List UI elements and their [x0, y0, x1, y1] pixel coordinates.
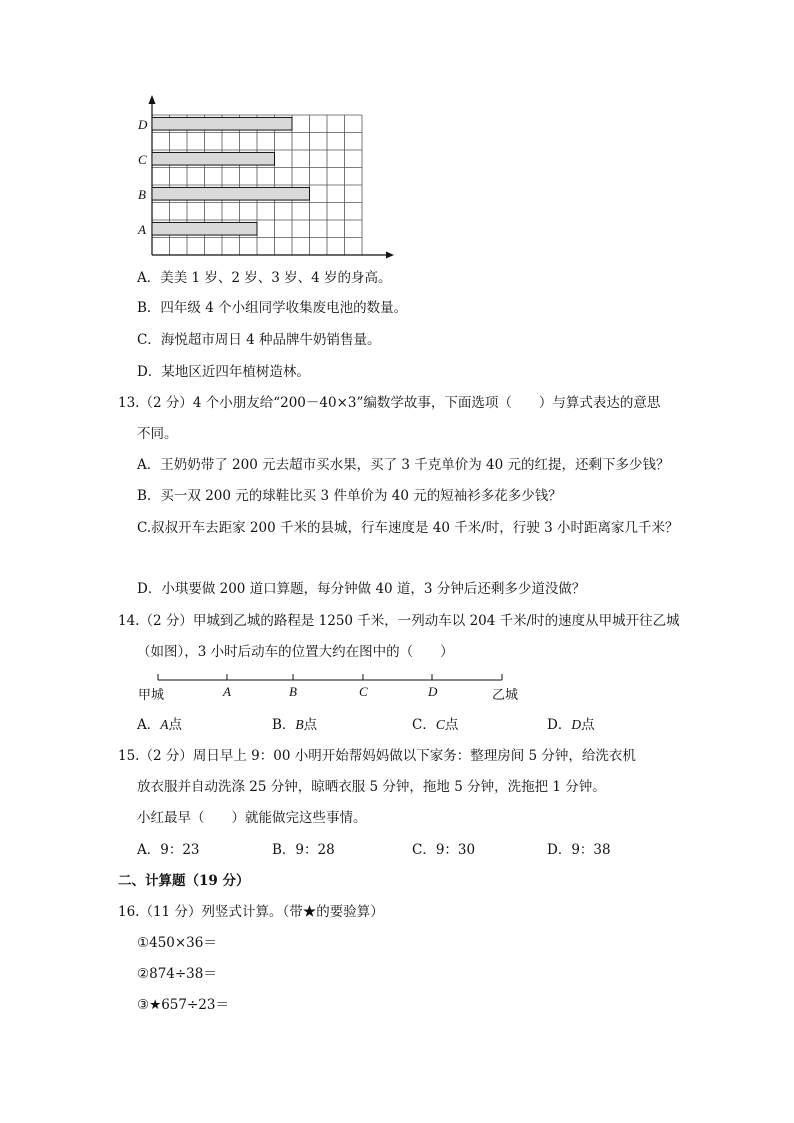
- q16-item-3: ③★657÷23＝: [137, 997, 229, 1013]
- route-line-diagram: [130, 670, 530, 710]
- category-label-d: D: [138, 116, 148, 132]
- q15-stem-line2: 放衣服并自动洗涤 25 分钟，晾晒衣服 5 分钟，拖地 5 分钟，洗拖把 1 分钟。: [137, 779, 606, 795]
- q16-item-1: ①450×36＝: [137, 935, 217, 951]
- bar-b: [152, 187, 310, 200]
- q14-option-a: A．A点: [137, 717, 182, 733]
- q15-stem-line3: 小红最早（ ）就能做完这些事情。: [137, 810, 367, 826]
- q16-item-2: ②874÷38＝: [137, 966, 217, 982]
- route-label-a: A: [223, 684, 231, 699]
- category-label-b: B: [138, 186, 146, 202]
- q14-option-c: C．C点: [412, 717, 459, 733]
- q14-option-b: B．B点: [272, 717, 318, 733]
- q14-stem-line2: （如图），3 小时后动车的位置大约在图中的（ ）: [137, 644, 454, 660]
- bar-chart: [130, 90, 400, 270]
- section-title: 二、计算题（19 分）: [118, 873, 250, 889]
- q12-option-a: A．美美 1 岁、2 岁、3 岁、4 岁的身高。: [137, 270, 392, 286]
- q13-option-a: A．王奶奶带了 200 元去超市买水果，买了 3 千克单价为 40 元的红提，还剩下多少钱？: [137, 457, 670, 473]
- q16-stem: 16.（11 分）列竖式计算。（带★的要验算）: [118, 904, 384, 920]
- q12-option-c: C．海悦超市周日 4 种品牌牛奶销售量。: [137, 332, 381, 348]
- q15-option-d: D．9：38: [547, 842, 611, 858]
- route-label-d: D: [428, 684, 438, 699]
- q12-option-d: D．某地区近四年植树造林。: [137, 364, 310, 380]
- y-axis-arrow: [149, 95, 156, 104]
- bar-d: [152, 117, 292, 130]
- category-label-c: C: [138, 151, 147, 167]
- x-axis-arrow: [386, 252, 394, 259]
- q14-stem-line1: 14.（2 分）甲城到乙城的路程是 1250 千米，一列动车以 204 千米/时的速度从甲城开往乙城: [118, 613, 680, 629]
- q15-option-a: A．9：23: [137, 842, 200, 858]
- q13-option-b: B．买一双 200 元的球鞋比买 3 件单价为 40 元的短袖衫多花多少钱？: [137, 488, 562, 504]
- route-label-c: C: [359, 684, 368, 699]
- bar-c: [152, 152, 275, 165]
- q13-option-d: D．小琪要做 200 道口算题，每分钟做 40 道，3 分钟后还剩多少道没做？: [137, 581, 586, 597]
- route-label-start: 甲城: [138, 688, 165, 703]
- q14-option-d: D．D点: [547, 717, 595, 733]
- q15-option-b: B．9：28: [272, 842, 335, 858]
- bar-a: [152, 222, 257, 235]
- q13-stem-line2: 不同。: [137, 426, 178, 442]
- q15-stem-line1: 15.（2 分）周日早上 9：00 小明开始帮妈妈做以下家务：整理房间 5 分钟，给洗衣机: [118, 748, 636, 764]
- route-label-b: B: [289, 684, 297, 699]
- bar-chart-svg: [130, 90, 400, 270]
- q13-stem-line1: 13.（2 分）4 个小朋友给“200－40×3”编数学故事，下面选项（ ）与算式表达的意思: [118, 395, 661, 411]
- route-line: [130, 670, 530, 710]
- category-label-a: A: [138, 221, 146, 237]
- route-label-end: 乙城: [492, 688, 519, 703]
- q13-option-c: C.叔叔开车去距家 200 千米的县城，行车速度是 40 千米/时，行驶 3 小时距离家几千米？: [137, 520, 679, 536]
- q15-option-c: C．9：30: [412, 842, 476, 858]
- q12-option-b: B．四年级 4 个小组同学收集废电池的数量。: [137, 300, 408, 316]
